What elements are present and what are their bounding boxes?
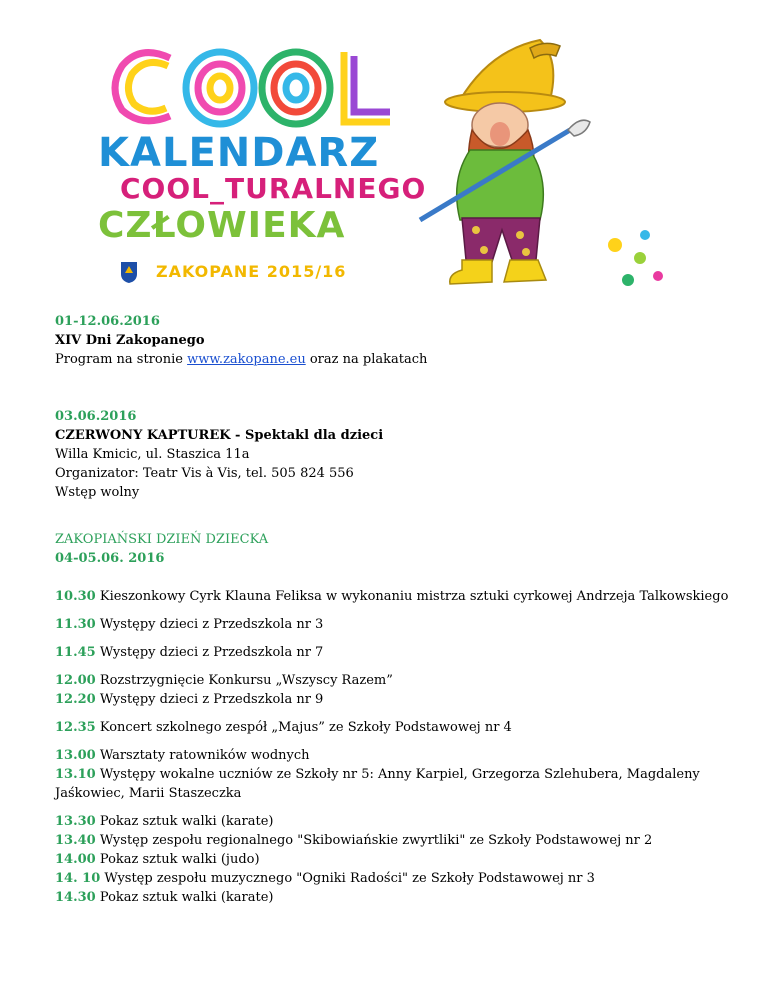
event-organizer: Organizator: Teatr Vis à Vis, tel. 505 824 556: [55, 466, 354, 481]
event-entry: Wstęp wolny: [55, 485, 140, 500]
program-text: Występy wokalne uczniów ze Szkoły nr 5: Anny Karpiel, Grzegorza Szlehubera, Magdaleny Jaśkowiec, Marii Staszeczka: [55, 767, 700, 801]
program-text: Kieszonkowy Cyrk Klauna Feliksa w wykonaniu mistrza sztuki cyrkowej Andrzeja Talkowskiego: [95, 589, 729, 604]
event-program-note: [55, 350, 735, 369]
zakopane-website-link[interactable]: www.zakopane.eu: [187, 352, 306, 367]
program-time: 14.00: [55, 852, 96, 867]
header-banner: [0, 0, 768, 310]
program-text: Rozstrzygnięcie Konkursu „Wszyscy Razem”: [95, 673, 393, 688]
program-text: Występy dzieci z Przedszkola nr 7: [95, 645, 324, 660]
program-time: 13.40: [55, 833, 96, 848]
event-title: ZAKOPIAŃSKI DZIEŃ DZIECKA: [55, 532, 269, 547]
program-text: Warsztaty ratowników wodnych: [95, 748, 310, 763]
program-note-text: Program na stronie: [55, 352, 188, 367]
program-time: 12.35: [55, 720, 96, 735]
program-text: Koncert szkolnego zespół „Majus” ze Szkoły Podstawowej nr 4: [95, 720, 512, 735]
event-date: 01-12.06.2016: [55, 314, 160, 329]
zakopane-crest-icon: [120, 260, 138, 284]
program-item: [55, 643, 735, 662]
program-text: Występ zespołu regionalnego "Skibowiańskie zwyrtliki" ze Szkoły Podstawowej nr 2: [95, 833, 653, 848]
program-time: 11.30: [55, 617, 96, 632]
program-text: Pokaz sztuk walki (karate): [95, 890, 274, 905]
title-czlowieka: CZŁOWIEKA: [98, 205, 346, 246]
cool-logo: [100, 36, 400, 136]
program-note-text-after: oraz na plakatach: [305, 352, 428, 367]
program-item: [55, 746, 735, 765]
program-item: [55, 812, 735, 831]
program-item: [55, 671, 735, 690]
program-time: 13.30: [55, 814, 96, 829]
program-text: Pokaz sztuk walki (judo): [95, 852, 260, 867]
program-item: [55, 831, 735, 850]
title-coolturalnego: COOL_TURALNEGO: [120, 172, 427, 205]
event-title: XIV Dni Zakopanego: [55, 333, 205, 348]
program-time: 12.20: [55, 692, 96, 707]
event-venue: Willa Kmicic, ul. Staszica 11a: [55, 447, 250, 462]
program-item: [55, 765, 735, 803]
program-time: 13.00: [55, 748, 96, 763]
program-item: [55, 850, 735, 869]
place-year-label: ZAKOPANE 2015/16: [156, 262, 347, 281]
program-time: 14. 10: [55, 871, 101, 886]
program-time: 14.30: [55, 890, 96, 905]
program-time: 13.10: [55, 767, 96, 782]
event-title: CZERWONY KAPTUREK - Spektakl dla dzieci: [55, 428, 384, 443]
program-item: [55, 690, 735, 709]
program-time: 10.30: [55, 589, 96, 604]
svg-text:COOL: COOL: [100, 36, 104, 37]
program-text: Występy dzieci z Przedszkola nr 3: [95, 617, 324, 632]
title-kalendarz: KALENDARZ: [98, 130, 380, 176]
program-time: 12.00: [55, 673, 96, 688]
program-item: [55, 888, 735, 907]
program-item: [55, 869, 735, 888]
program-text: Pokaz sztuk walki (karate): [95, 814, 274, 829]
program-item: [55, 718, 735, 737]
program-text: Występy dzieci z Przedszkola nr 9: [95, 692, 324, 707]
program-item: [55, 615, 735, 634]
event-date: 04-05.06. 2016: [55, 551, 165, 566]
program-time: 11.45: [55, 645, 96, 660]
program-text: Występ zespołu muzycznego "Ogniki Radości" ze Szkoły Podstawowej nr 3: [100, 871, 595, 886]
event-calendar: [55, 312, 735, 907]
program-item: [55, 587, 735, 606]
gnome-painter-illustration: [400, 30, 670, 300]
event-date: 03.06.2016: [55, 409, 137, 424]
